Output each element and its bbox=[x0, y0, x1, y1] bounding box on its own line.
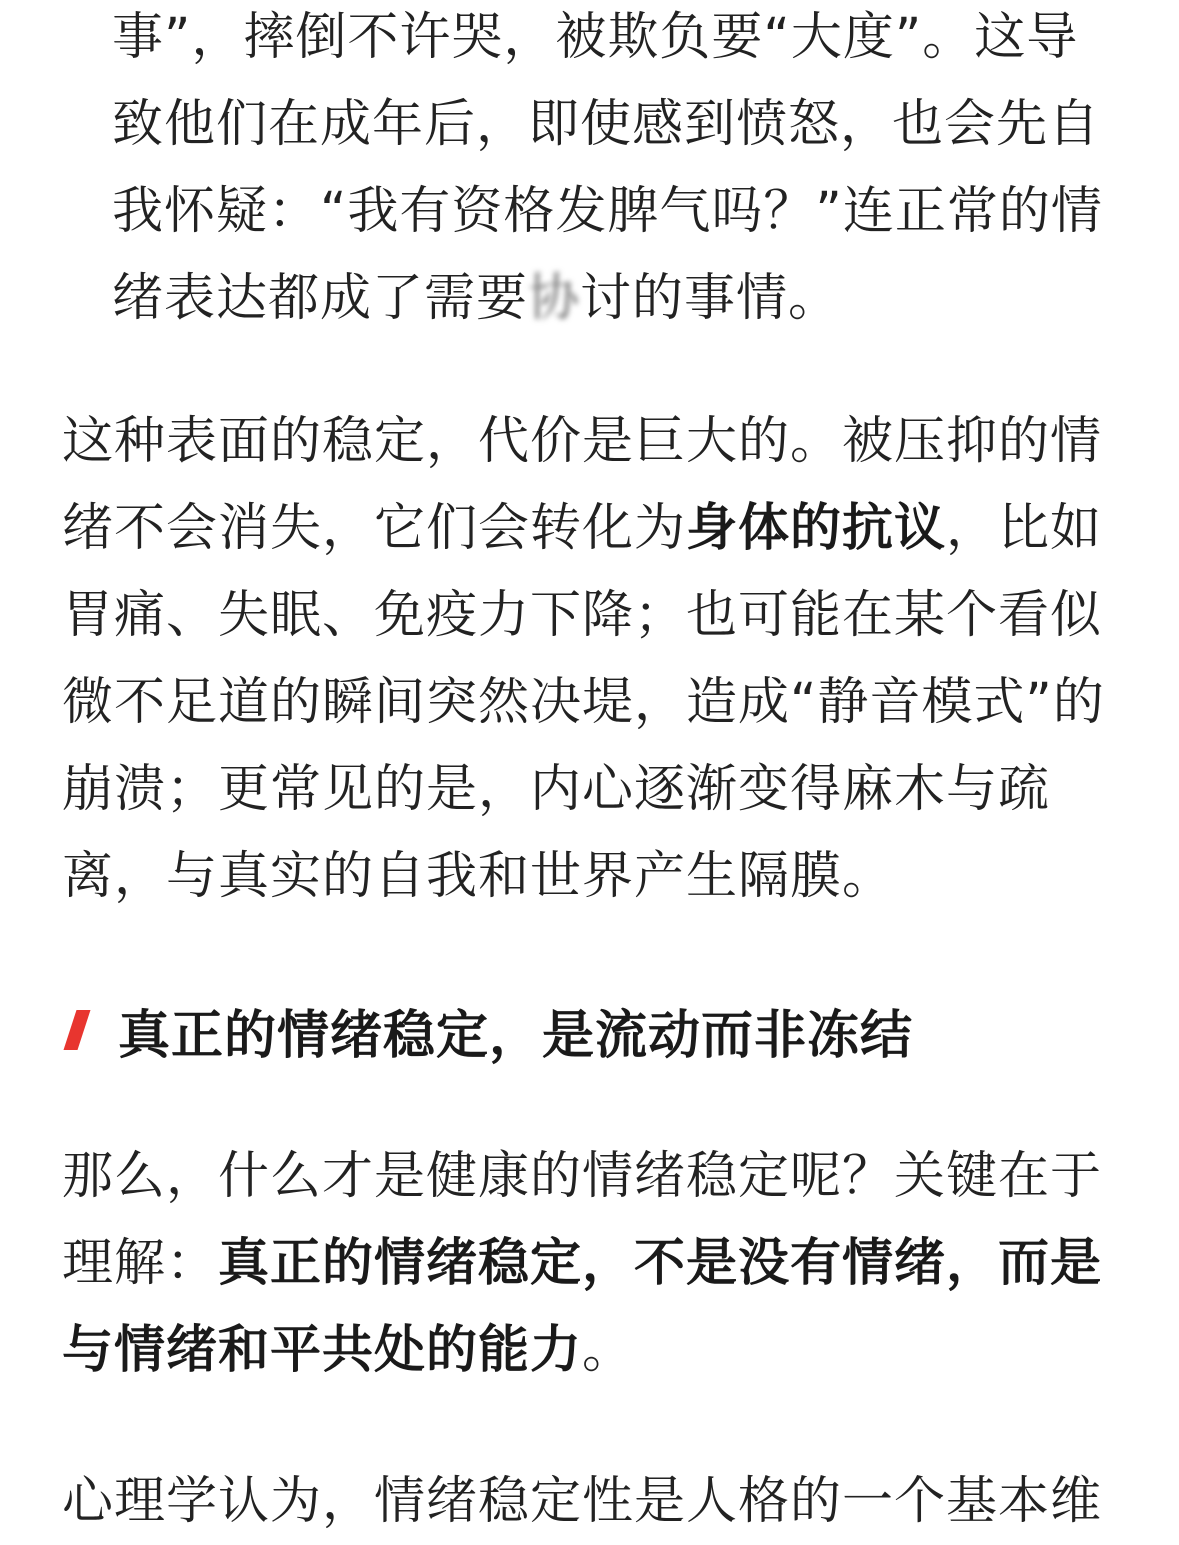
paragraph-definition bbox=[62, 1133, 1122, 1394]
paragraph-cost bbox=[62, 398, 1122, 920]
paragraph-psychology bbox=[62, 1458, 1122, 1545]
bold-emphasis: 身体的抗议 bbox=[686, 499, 947, 558]
section-heading bbox=[62, 990, 1122, 1070]
paragraph-text-end: 。 bbox=[582, 1321, 635, 1380]
bold-emphasis: 真正的情绪稳定，不是没有情绪，而是与情绪和平共处的能力 bbox=[62, 1234, 1103, 1380]
indented-paragraph bbox=[112, 0, 1122, 342]
obscured-text: 协 bbox=[528, 269, 581, 328]
red-slash-icon bbox=[64, 1010, 91, 1050]
paragraph-text: 这种表面的稳定，代价是巨大的。被压抑的情绪不会消失，它们会转化为 bbox=[62, 412, 1103, 558]
paragraph-text: 事”，摔倒不许哭，被欺负要“大度”。这导致他们在成年后，即使感到愤怒，也会先自我怀疑：“我有资格发脾气吗？”连正常的情绪表达都成了需要 bbox=[112, 8, 1103, 328]
section-heading-text: 真正的情绪稳定，是流动而非冻结 bbox=[118, 1005, 914, 1066]
paragraph-text: 心理学认为，情绪稳定性是人格的一个基本维 bbox=[62, 1472, 1103, 1531]
paragraph-text-end: ，比如胃痛、失眠、免疫力下降；也可能在某个看似微不足道的瞬间突然决堤，造成“静音模式”的崩溃；更常见的是，内心逐渐变得麻木与疏离，与真实的自我和世界产生隔膜。 bbox=[62, 499, 1105, 906]
paragraph-text: 那么，什么才是健康的情绪稳定呢？关键在于理解： bbox=[62, 1147, 1103, 1293]
paragraph-text-end: 讨的事情。 bbox=[580, 269, 841, 328]
